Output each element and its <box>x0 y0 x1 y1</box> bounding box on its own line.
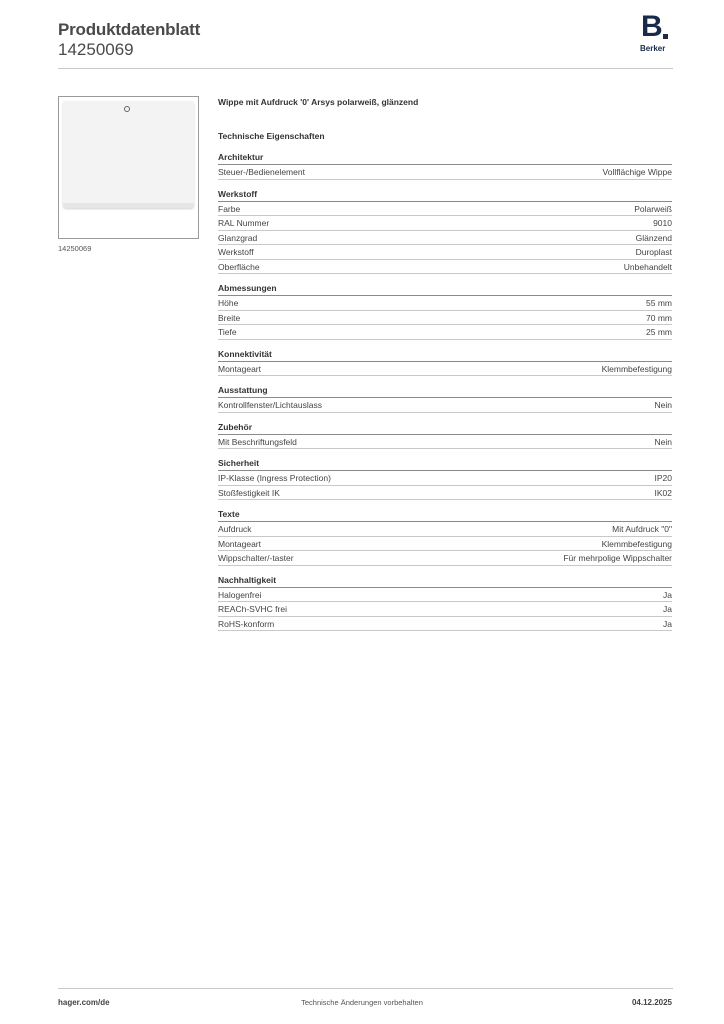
spec-label: Montageart <box>218 363 261 374</box>
footer-date: 04.12.2025 <box>631 998 672 1007</box>
spec-section <box>218 509 672 566</box>
spec-label: IP-Klasse (Ingress Protection) <box>218 473 331 483</box>
section-title: Zubehör <box>218 422 672 435</box>
spec-row <box>218 522 672 537</box>
section-title: Ausstattung <box>218 385 672 398</box>
spec-value: Klemmbefestigung <box>601 538 672 549</box>
spec-section <box>218 575 672 632</box>
spec-row <box>218 435 672 450</box>
spec-value: Nein <box>654 400 672 410</box>
spec-value: Ja <box>663 604 672 614</box>
spec-row <box>218 231 672 246</box>
spec-row <box>218 617 672 632</box>
spec-value: IK02 <box>654 487 672 498</box>
tech-properties-heading: Technische Eigenschaften <box>218 131 325 141</box>
spec-row <box>218 486 672 501</box>
spec-row <box>218 398 672 413</box>
spec-value: Für mehrpolige Wippschalter <box>563 553 672 563</box>
product-image-caption: 14250069 <box>58 244 92 253</box>
spec-row <box>218 551 672 566</box>
section-title: Konnektivität <box>218 349 672 362</box>
spec-row <box>218 202 672 217</box>
spec-section <box>218 458 672 500</box>
rocker-edge <box>63 203 194 208</box>
spec-value: Duroplast <box>635 247 672 257</box>
spec-label: Farbe <box>218 203 241 214</box>
product-image <box>58 96 199 239</box>
spec-value: 25 mm <box>646 327 672 337</box>
spec-label: Werkstoff <box>218 247 254 257</box>
spec-label: Aufdruck <box>218 524 252 534</box>
spec-label: Mit Beschriftungsfeld <box>218 436 297 447</box>
footer-website: hager.com/de <box>58 998 110 1007</box>
spec-value: Ja <box>663 618 672 629</box>
spec-section <box>218 349 672 377</box>
spec-value: 9010 <box>653 218 672 228</box>
page-title: Produktdatenblatt <box>58 20 201 39</box>
spec-row <box>218 588 672 603</box>
spec-value: IP20 <box>654 473 672 483</box>
spec-value: Ja <box>663 589 672 600</box>
spec-label: Steuer-/Bedienelement <box>218 167 305 177</box>
spec-value: Polarweiß <box>634 203 672 214</box>
logo-word: Berker <box>640 44 666 53</box>
section-title: Werkstoff <box>218 189 672 202</box>
spec-row <box>218 325 672 340</box>
spec-row <box>218 245 672 260</box>
spec-row <box>218 260 672 275</box>
spec-label: Breite <box>218 312 241 323</box>
spec-label: Glanzgrad <box>218 232 258 243</box>
spec-label: RoHS-konform <box>218 618 275 629</box>
spec-section <box>218 385 672 413</box>
spec-label: Tiefe <box>218 327 237 337</box>
logo-dot <box>663 34 668 39</box>
spec-section <box>218 152 672 180</box>
spec-value: Unbehandelt <box>623 261 672 272</box>
spec-sections <box>218 152 672 631</box>
spec-value: Nein <box>654 436 672 447</box>
spec-label: Oberfläche <box>218 261 260 272</box>
product-number: 14250069 <box>58 40 134 59</box>
section-title: Texte <box>218 509 672 522</box>
spec-label: REACh-SVHC frei <box>218 604 287 614</box>
spec-row <box>218 602 672 617</box>
logo-letter: B <box>641 10 663 43</box>
spec-label: RAL Nummer <box>218 218 270 228</box>
spec-row <box>218 296 672 311</box>
footer-notice: Technische Änderungen vorbehalten <box>301 998 423 1007</box>
section-title: Nachhaltigkeit <box>218 575 672 588</box>
section-title: Abmessungen <box>218 283 672 296</box>
spec-content <box>218 96 672 631</box>
spec-value: Mit Aufdruck "0" <box>612 524 672 534</box>
spec-label: Stoßfestigkeit IK <box>218 487 280 498</box>
spec-row <box>218 165 672 180</box>
rocker-illustration <box>63 101 194 208</box>
spec-value: Klemmbefestigung <box>601 363 672 374</box>
zero-mark-icon <box>124 106 130 112</box>
spec-row <box>218 311 672 326</box>
spec-label: Wippschalter/-taster <box>218 553 294 563</box>
spec-section <box>218 189 672 275</box>
spec-label: Halogenfrei <box>218 589 262 600</box>
spec-row <box>218 216 672 231</box>
product-name: Wippe mit Aufdruck '0' Arsys polarweiß, glänzend <box>218 97 419 107</box>
spec-row <box>218 537 672 552</box>
spec-value: 70 mm <box>646 312 672 323</box>
berker-logo <box>640 10 674 54</box>
header-divider <box>58 68 673 69</box>
spec-value: Glänzend <box>635 232 672 243</box>
spec-section <box>218 283 672 340</box>
spec-label: Montageart <box>218 538 261 549</box>
spec-label: Höhe <box>218 298 239 308</box>
spec-value: 55 mm <box>646 298 672 308</box>
spec-row <box>218 471 672 486</box>
spec-section <box>218 422 672 450</box>
spec-value: Vollflächige Wippe <box>602 167 672 177</box>
section-title: Sicherheit <box>218 458 672 471</box>
spec-row <box>218 362 672 377</box>
footer-divider <box>58 988 673 989</box>
section-title: Architektur <box>218 152 672 165</box>
spec-label: Kontrollfenster/Lichtauslass <box>218 400 322 410</box>
